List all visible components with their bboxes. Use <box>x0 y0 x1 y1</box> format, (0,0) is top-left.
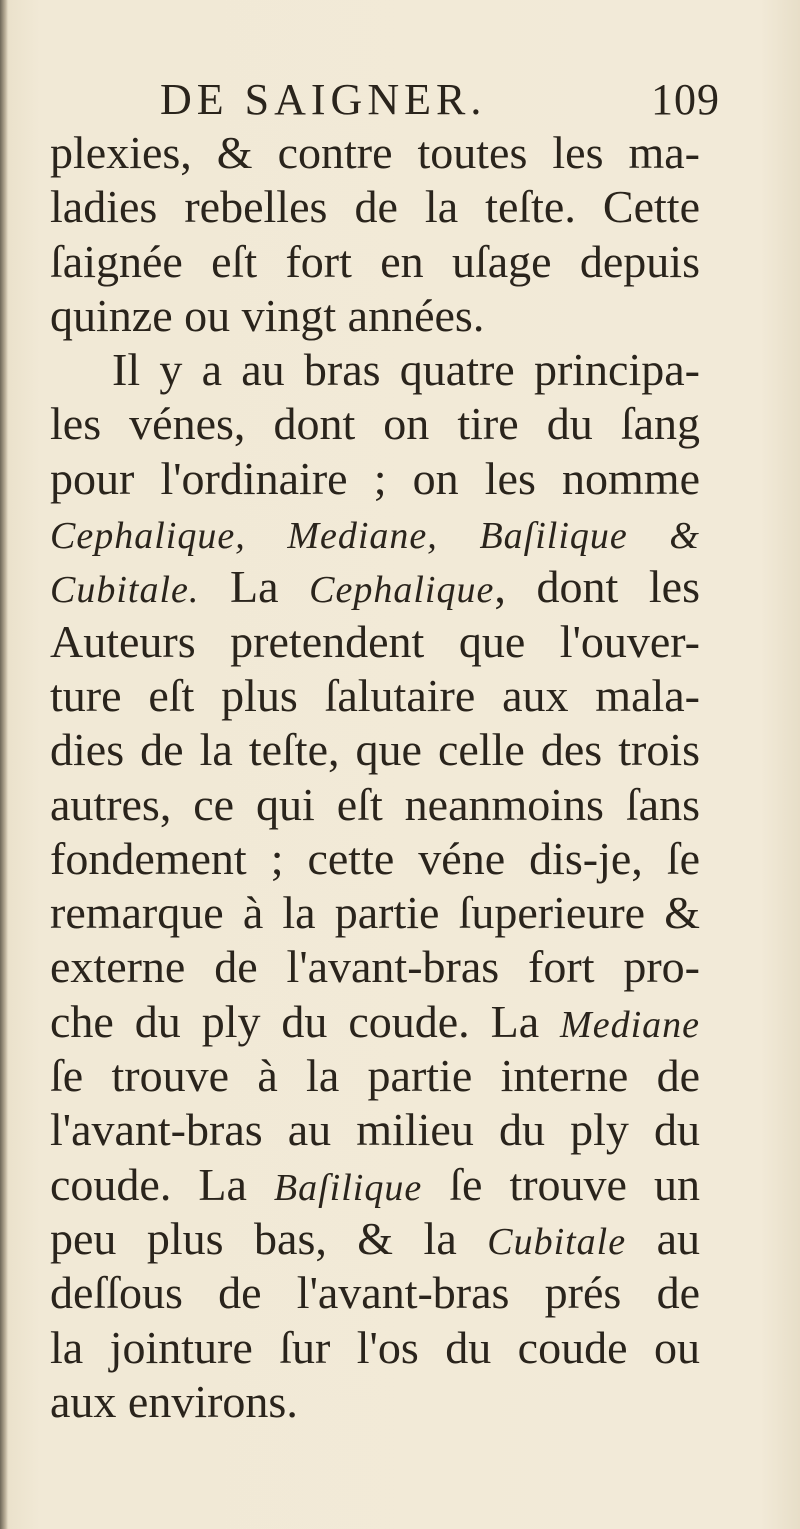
italic-term: Cephalique <box>309 569 495 612</box>
italic-term: Baſilique <box>273 1166 423 1209</box>
text-run: aux environs. <box>50 1375 298 1427</box>
text-line <box>50 343 700 397</box>
text-run: che du ply du coude. La <box>50 995 561 1047</box>
text-run: , dont les <box>494 561 700 613</box>
text-line <box>50 235 700 289</box>
text-line <box>50 995 700 1049</box>
text-run: quinze ou vingt années. <box>50 289 485 341</box>
text-run: la jointure ſur l'os du coude ou <box>50 1321 700 1373</box>
text-line <box>50 289 700 343</box>
text-run: Il y a au bras quatre principa- <box>112 344 700 396</box>
text-line <box>50 1212 700 1266</box>
text-line <box>50 1266 700 1320</box>
text-line <box>50 723 700 777</box>
text-run: autres, ce qui eſt neanmoins ſans <box>50 778 700 830</box>
italic-term: Cubitale. <box>50 569 200 612</box>
page-number: 109 <box>651 75 720 124</box>
text-run: ladies rebelles de la teſte. Cette <box>50 181 700 233</box>
text-line <box>50 126 700 180</box>
body-text <box>50 126 700 1429</box>
running-head <box>160 70 720 130</box>
text-run: ſe trouve à la partie interne de <box>50 1050 700 1102</box>
text-run: dies de la teſte, que celle des trois <box>50 724 700 776</box>
text-run: remarque à la partie ſuperieure & <box>50 887 700 939</box>
text-line <box>50 778 700 832</box>
text-line <box>50 669 700 723</box>
text-line <box>50 1321 700 1375</box>
text-line <box>50 560 700 614</box>
text-line <box>50 1158 700 1212</box>
text-run: deſſous de l'avant-bras prés de <box>50 1267 700 1319</box>
text-line <box>50 940 700 994</box>
text-run: externe de l'avant-bras fort pro- <box>50 941 700 993</box>
running-head-title: DE SAIGNER. <box>160 75 487 124</box>
text-run: peu plus bas, & la <box>50 1212 488 1264</box>
text-run: Auteurs pretendent que l'ouver- <box>50 615 700 667</box>
text-line <box>50 180 700 234</box>
italic-term: Mediane <box>560 1003 700 1046</box>
text-run: pour l'ordinaire ; on les nomme <box>50 452 700 504</box>
text-line <box>50 886 700 940</box>
text-line <box>50 452 700 506</box>
text-run: coude. La <box>50 1158 274 1210</box>
text-line <box>50 506 700 560</box>
text-run: ſe trouve un <box>422 1158 700 1210</box>
text-run: ture eſt plus ſalutaire aux mala- <box>50 669 700 721</box>
text-run: les vénes, dont on tire du ſang <box>50 398 700 450</box>
text-line <box>50 1375 700 1429</box>
text-line <box>50 1103 700 1157</box>
text-run: fondement ; cette véne dis-je, ſe <box>50 832 700 884</box>
text-run: au <box>626 1212 700 1264</box>
text-line <box>50 1049 700 1103</box>
italic-term: Cubitale <box>487 1220 627 1263</box>
text-run: plexies, & contre toutes les ma- <box>50 127 700 178</box>
text-line <box>50 832 700 886</box>
text-run: l'avant-bras au milieu du ply du <box>50 1104 700 1156</box>
page-gutter-shadow <box>0 0 8 1529</box>
text-line <box>50 397 700 451</box>
italic-term: Cephalique, Mediane, Baſilique & <box>50 515 700 558</box>
text-run: La <box>199 561 310 613</box>
text-run: ſaignée eſt fort en uſage depuis <box>50 235 700 287</box>
text-line <box>50 615 700 669</box>
